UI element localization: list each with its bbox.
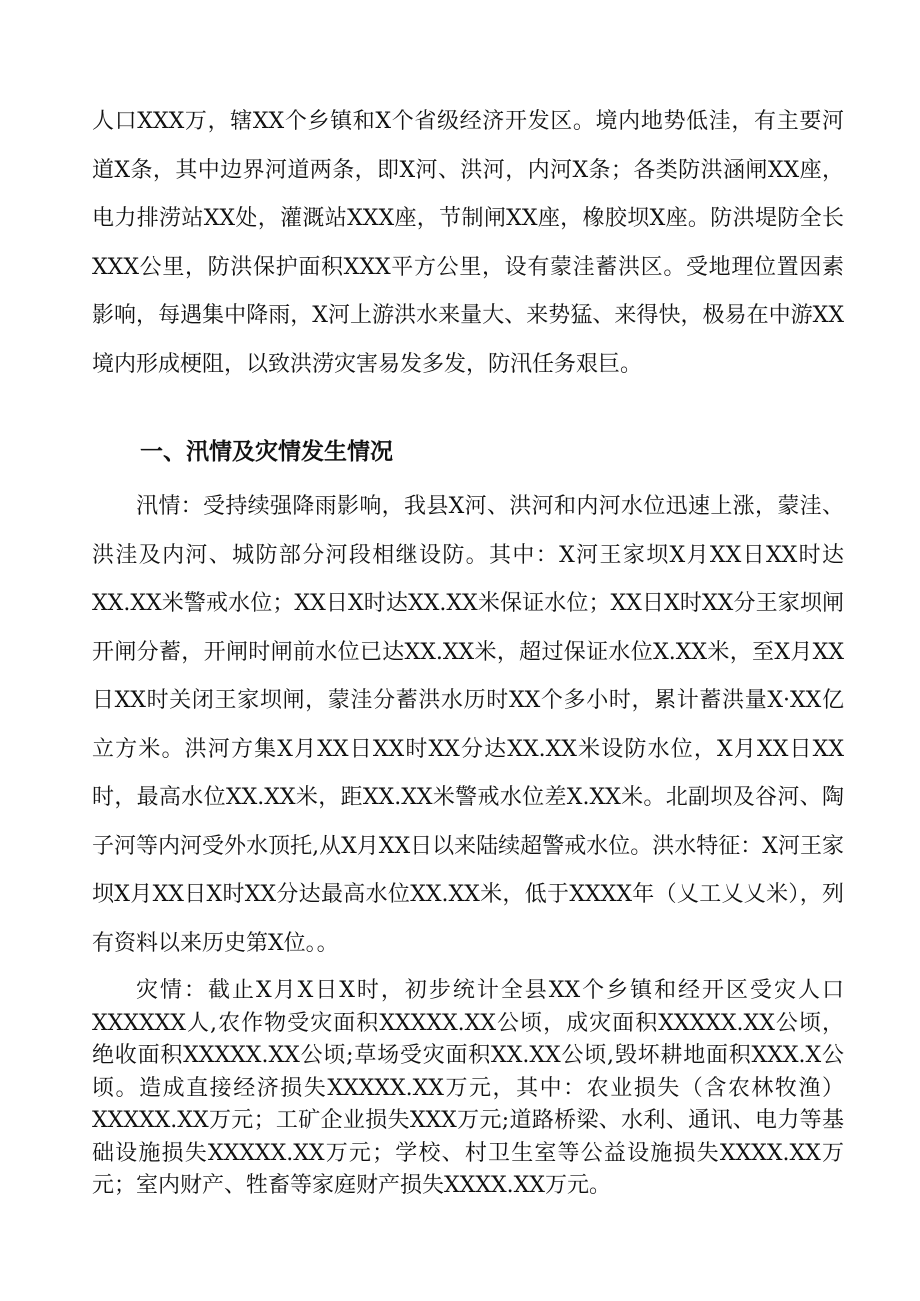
disaster-situation-paragraph: 灾情：截止X月X日X时，初步统计全县XX个乡镇和经开区受灾人口XXXXXX人,农作物受灾面积XXXXX.XX公顷，成灾面积XXXXX.XX公顷，绝收面积XXXXX.XX公顷;草场受灾面积XX.XX公顷,毁坏耕地面积XXX.X公顷。造成直接经济损失XXXXX.XX万元，其中：农业损失（含农林牧渔）XXXXX.XX万元；工矿企业损失XXX万元;道路桥梁、水利、通讯、电力等基础设施损失XXXXX.XX万元；学校、村卫生室等公益设施损失XXXX.XX万元；室内财产、牲畜等家庭财产损失XXXX.XX万元。 — [92, 978, 844, 1198]
intro-paragraph: 人口XXX万，辖XX个乡镇和X个省级经济开发区。境内地势低洼，有主要河道X条，其中边界河道两条，即X河、洪河，内河X条；各类防洪涵闸XX座，电力排涝站XX处，灌溉站XXX座，节制闸XX座，橡胶坝X座。防洪堤防全长XXX公里，防洪保护面积XXX平方公里，设有蒙洼蓄洪区。受地理位置因素影响，每遇集中降雨，X河上游洪水来量大、来势猛、来得快，极易在中游XX境内形成梗阻，以致洪涝灾害易发多发，防汛任务艰巨。 — [92, 109, 844, 377]
section-heading: 一、汛情及灾情发生情况 — [140, 439, 393, 465]
flood-situation-paragraph: 汛情：受持续强降雨影响，我县X河、洪河和内河水位迅速上涨，蒙洼、洪洼及内河、城防部分河段相继设防。其中：X河王家坝X月XX日XX时达XX.XX米警戒水位；XX日X时达XX.XX米保证水位；XX日X时XX分王家坝闸开闸分蓄，开闸时闸前水位已达XX.XX米，超过保证水位X.XX米，至X月XX日XX时关闭王家坝闸，蒙洼分蓄洪水历时XX个多小时，累计蓄洪量X·XX亿立方米。洪河方集X月XX日XX时XX分达XX.XX米设防水位，X月XX日XX时，最高水位XX.XX米，距XX.XX米警戒水位差X.XX米。北副坝及谷河、陶子河等内河受外水顶托,从X月XX日以来陆续超警戒水位。洪水特征：X河王家坝X月XX日X时XX分达最高水位XX.XX米，低于XXXX年（乂工乂乂米），列有资料以来历史第X位。。 — [92, 494, 844, 956]
